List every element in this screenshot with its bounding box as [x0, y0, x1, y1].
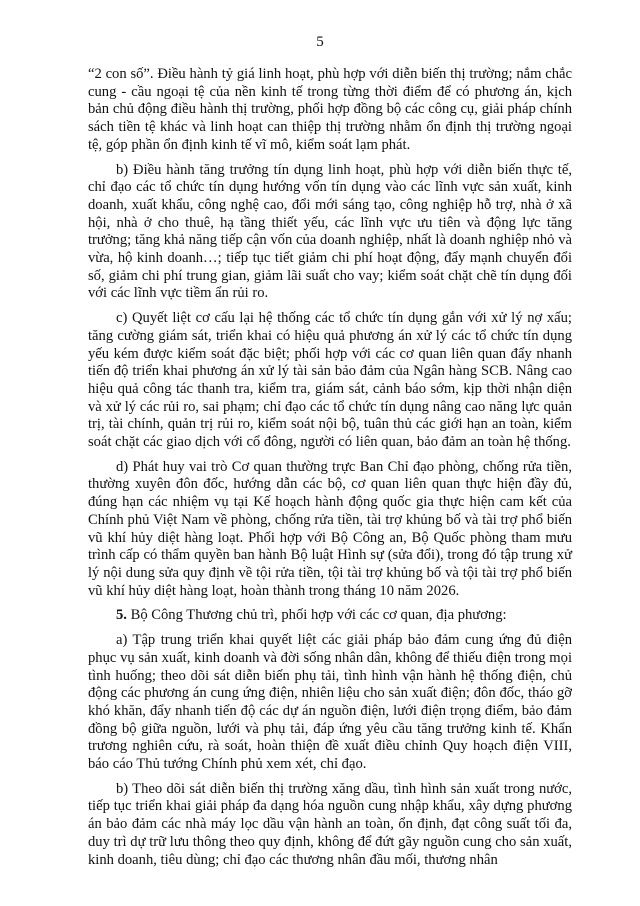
- paragraph-text: b) Điều hành tăng trưởng tín dụng linh hoạt, phù hợp với diễn biến thực tế, chỉ đạo các tổ chức tín dụng hướng vốn tín dụng vào các lĩnh vực sản xuất, kinh doanh, xuất khẩu, công nghệ cao, đổi mới sáng tạo, công nghiệp hỗ trợ, nhà ở xã hội, nhà ở cho thuê, hạ tầng thiết yếu, các lĩnh vực ưu tiên và động lực tăng trưởng; tăng khả năng tiếp cận vốn của doanh nghiệp, nhất là doanh nghiệp nhỏ và vừa, hộ kinh doanh…; tiếp tục tiết giảm chi phí hoạt động, đẩy mạnh chuyển đổi số, giảm chi phí trung gian, giảm lãi suất cho vay; kiểm soát chặt chẽ tín dụng đối với các lĩnh vực tiềm ẩn rủi ro.: [88, 161, 572, 302]
- paragraph-5a: [88, 632, 572, 774]
- paragraph-text: c) Quyết liệt cơ cấu lại hệ thống các tổ chức tín dụng gắn với xử lý nợ xấu; tăng cường giám sát, triển khai có hiệu quả phương án xử lý các tổ chức tín dụng yếu kém được kiểm soát đặc biệt; phối hợp với các cơ quan liên quan đẩy nhanh tiến độ triển khai phương án xử lý tài sản bảo đảm của Ngân hàng SCB. Nâng cao hiệu quả công tác thanh tra, kiểm tra, giám sát, cảnh báo sớm, kịp thời nhận diện và xử lý các rủi ro, sai phạm; chỉ đạo các tổ chức tín dụng nâng cao năng lực quản trị, tài chính, quản trị rủi ro, kiểm soát nội bộ, tuân thủ các giới hạn an toàn, kiểm soát chặt các giao dịch với cổ đông, người có liên quan, bảo đảm an toàn hệ thống.: [88, 310, 572, 451]
- paragraph-5b: [88, 781, 572, 870]
- paragraph-continuation: [88, 66, 572, 155]
- paragraph-text: Bộ Công Thương chủ trì, phối hợp với các cơ quan, địa phương:: [126, 607, 507, 624]
- paragraph-4d: [88, 459, 572, 601]
- paragraph-text: “2 con số”. Điều hành tỷ giá linh hoạt, phù hợp với diễn biến thị trường; nắm chắc cung - cầu ngoại tệ của nền kinh tế trong từng thời điểm để có phương án, kịch bản chủ động điều hành thị trường, phối hợp đồng bộ các công cụ, giải pháp chính sách tiền tệ khác và linh hoạt can thiệp thị trường nhằm ổn định thị trường ngoại tệ, góp phần ổn định kinh tế vĩ mô, kiểm soát lạm phát.: [88, 66, 572, 153]
- paragraph-text: d) Phát huy vai trò Cơ quan thường trực Ban Chỉ đạo phòng, chống rửa tiền, thường xuyên đôn đốc, hướng dẫn các bộ, cơ quan liên quan thực hiện đầy đủ, đúng hạn các nhiệm vụ tại Kế hoạch hành động quốc gia thực hiện cam kết của Chính phủ Việt Nam về phòng, chống rửa tiền, tài trợ khủng bố và tài trợ phổ biến vũ khí hủy diệt hàng loạt. Phối hợp với Bộ Công an, Bộ Quốc phòng tham mưu trình cấp có thẩm quyền ban hành Bộ luật Hình sự (sửa đổi), trong đó tập trung xử lý nội dung sửa quy định về tội rửa tiền, tội tài trợ khủng bố và tội tài trợ phổ biến vũ khí hủy diệt hàng loạt, hoàn thành trong tháng 10 năm 2026.: [88, 458, 572, 599]
- paragraph-text: a) Tập trung triển khai quyết liệt các giải pháp bảo đảm cung ứng đủ điện phục vụ sản xuất, kinh doanh và đời sống nhân dân, không để thiếu điện trong mọi tình huống; theo dõi sát diễn biến phụ tải, tình hình vận hành hệ thống điện, chủ động các phương án cung ứng điện, nhiên liệu cho sản xuất điện; đôn đốc, tháo gỡ khó khăn, đẩy nhanh tiến độ các dự án nguồn điện, lưới điện trọng điểm, bảo đảm đồng bộ giữa nguồn, lưới và phụ tải, đáp ứng yêu cầu tăng trưởng kinh tế. Khẩn trương nghiên cứu, rà soát, hoàn thiện đề xuất điều chỉnh Quy hoạch điện VIII, báo cáo Thủ tướng Chính phủ xem xét, chỉ đạo.: [88, 632, 572, 773]
- paragraph-4c: [88, 310, 572, 452]
- section-number: 5.: [116, 607, 127, 624]
- document-body: [88, 66, 572, 876]
- page-number: 5: [316, 34, 324, 50]
- paragraph-4b: [88, 162, 572, 304]
- paragraph-text: b) Theo dõi sát diễn biến thị trường xăng dầu, tình hình sản xuất trong nước, tiếp tục triển khai giải pháp đa dạng hóa nguồn cung nhập khẩu, xây dựng phương án bảo đảm các nhà máy lọc dầu vận hành an toàn, ổn định, đạt công suất tối đa, duy trì dự trữ lưu thông theo quy định, không để đứt gãy nguồn cung cho sản xuất, kinh doanh, tiêu dùng; chỉ đạo các thương nhân đầu mối, thương nhân: [88, 780, 572, 868]
- section-5-heading: [88, 607, 572, 625]
